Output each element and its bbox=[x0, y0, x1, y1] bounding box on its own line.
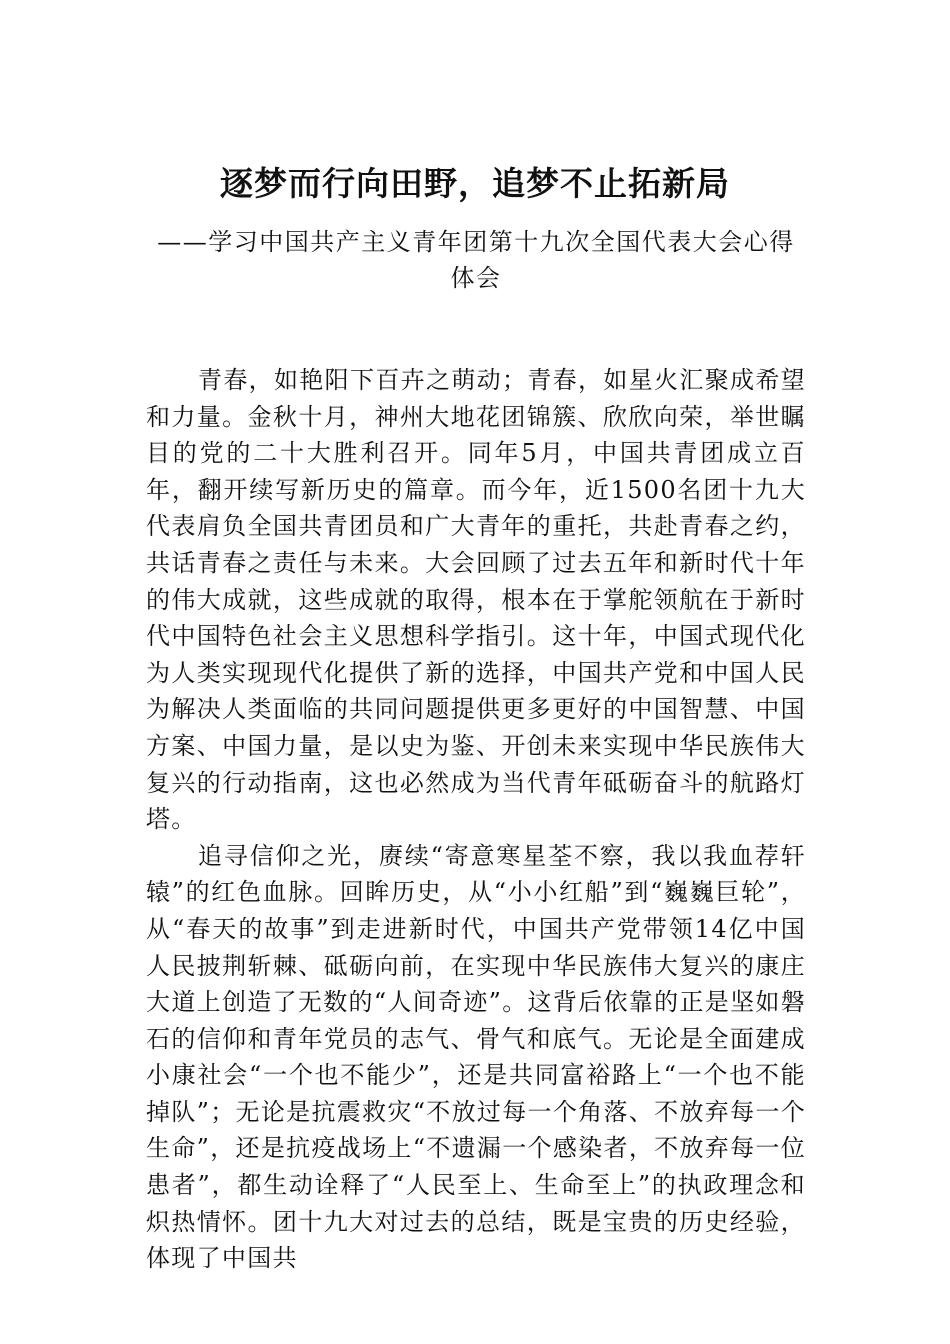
paragraph: 追寻信仰之光，赓续“寄意寒星荃不察，我以我血荐轩辕”的红色血脉。回眸历史，从“小小红船”到“巍巍巨轮”，从“春天的故事”到走进新时代，中国共产党带领14亿中国人民披荆斩棘、砥砺向前，在实现中华民族伟大复兴的康庄大道上创造了无数的“人间奇迹”。这背后依靠的正是坚如磐石的信仰和青年党员的志气、骨气和底气。无论是全面建成小康社会“一个也不能少”，还是共同富裕路上“一个也不能掉队”；无论是抗震救灾“不放过每一个角落、不放弃每一个生命”，还是抗疫战场上“不遗漏一个感染者，不放弃每一位患者”，都生动诠释了“人民至上、生命至上”的执政理念和炽热情怀。团十九大对过去的总结，既是宝贵的历史经验，体现了中国共 bbox=[146, 841, 806, 1273]
document-subtitle: ——学习中国共产主义青年团第十九次全国代表大会心得体会 bbox=[157, 228, 795, 292]
document-title: 逐梦而行向田野，追梦不止拓新局 bbox=[220, 164, 730, 203]
paragraph: 青春，如艳阳下百卉之萌动；青春，如星火汇聚成希望和力量。金秋十月，神州大地花团锦簇、欣欣向荣，举世瞩目的党的二十大胜利召开。同年5月，中国共青团成立百年，翻开续写新历史的篇章。而今年，近1500名团十九大代表肩负全国共青团员和广大青年的重托，共赴青春之约，共话青春之责任与未来。大会回顾了过去五年和新时代十年的伟大成就，这些成就的取得，根本在于掌舵领航在于新时代中国特色社会主义思想科学指引。这十年，中国式现代化为人类实现现代化提供了新的选择，中国共产党和中国人民为解决人类面临的共同问题提供更多更好的中国智慧、中国方案、中国力量，是以史为鉴、开创未来实现中华民族伟大复兴的行动指南，这也必然成为当代青年砥砺奋斗的航路灯塔。 bbox=[146, 366, 806, 834]
document-body bbox=[146, 362, 806, 1277]
